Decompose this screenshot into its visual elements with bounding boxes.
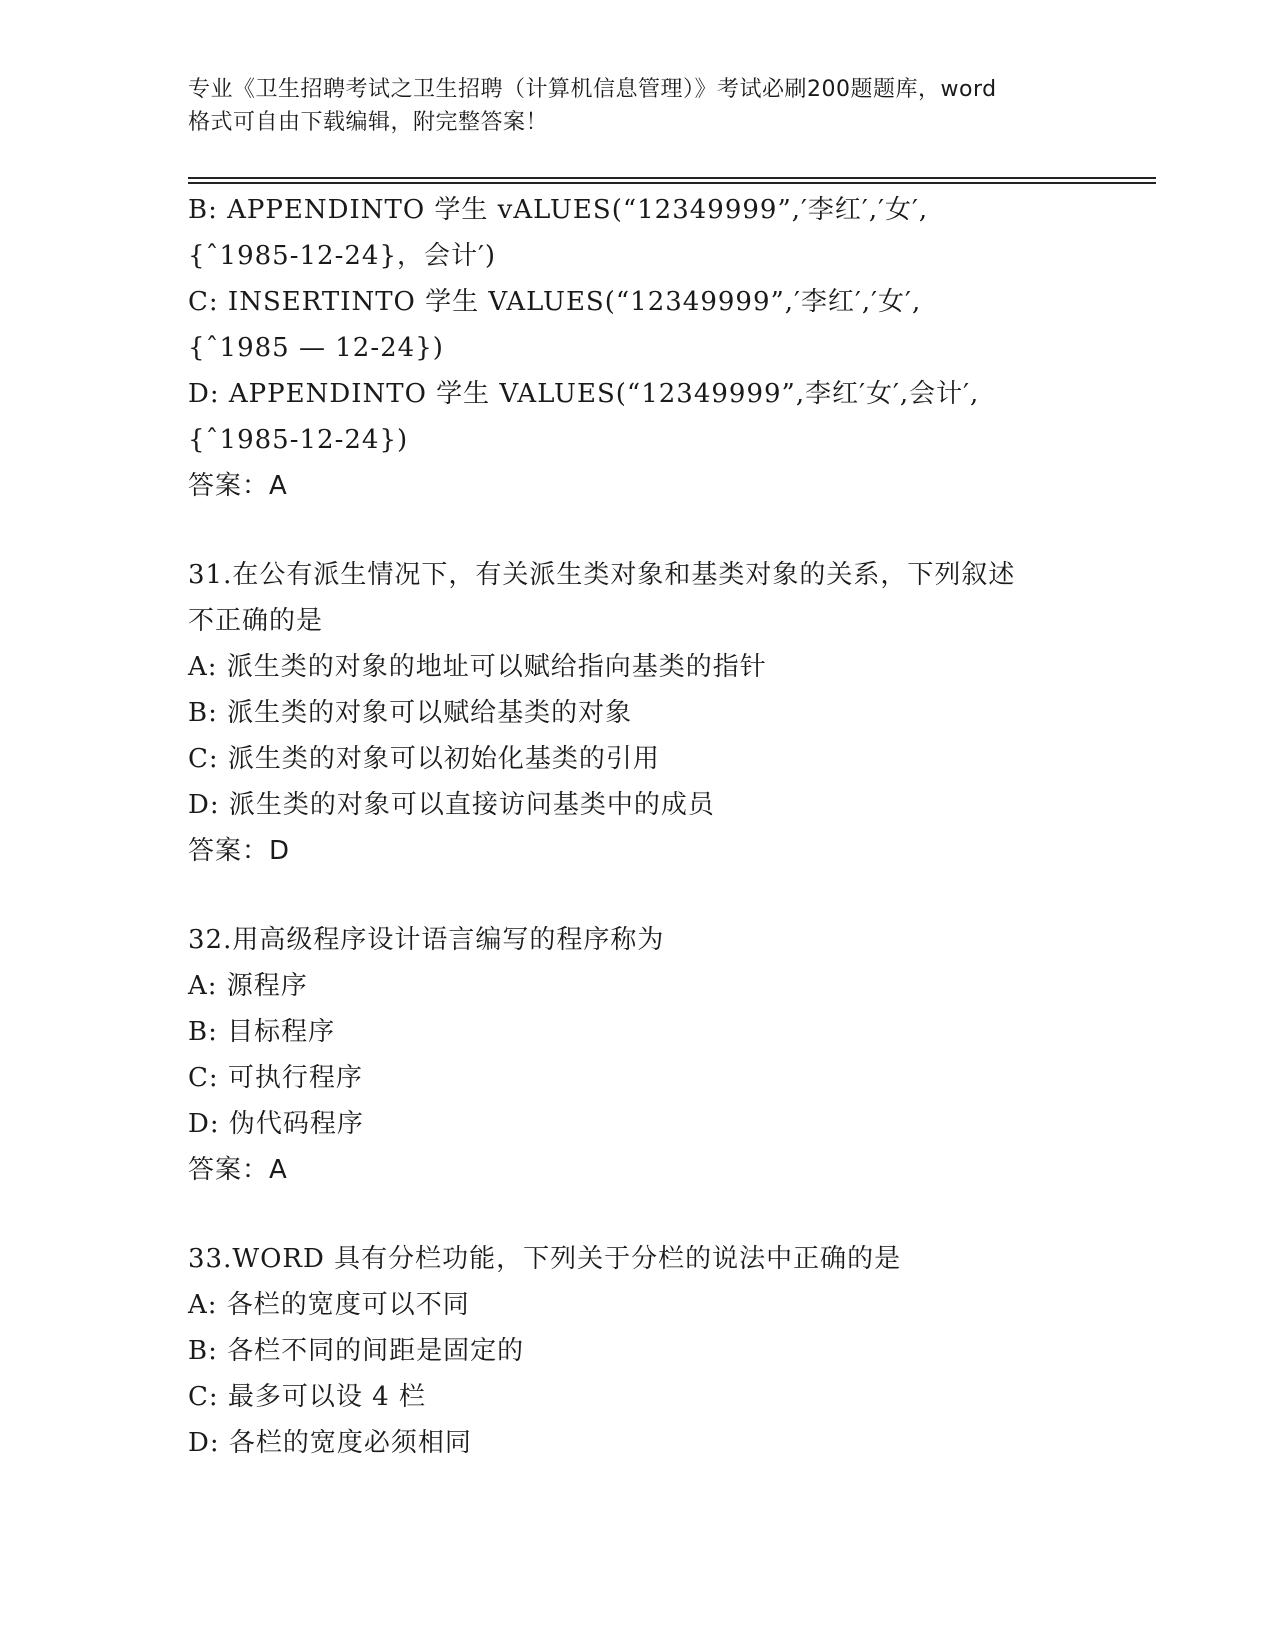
option-b: B: 派生类的对象可以赋给基类的对象	[188, 698, 633, 728]
answer-label: 答案：A	[188, 1155, 288, 1185]
spacer	[188, 1193, 1148, 1236]
option-line: C: INSERTINTO 学生 VALUES(“12349999”,′李红′,′女′,	[188, 287, 922, 317]
option-line: D: APPENDINTO 学生 VALUES(“12349999”,李红′女′,会计′,	[188, 379, 980, 409]
option-line: B: APPENDINTO 学生 vALUES(“12349999”,′李红′,′女′,	[188, 195, 929, 225]
option-line: {ˆ1985 — 12-24})	[188, 333, 444, 363]
option-a: A: 派生类的对象的地址可以赋给指向基类的指针	[188, 652, 767, 682]
answer-label: 答案：D	[188, 836, 291, 866]
page-header	[188, 73, 1108, 139]
option-line: {ˆ1985-12-24})	[188, 425, 409, 455]
spacer	[188, 509, 1148, 552]
question-stem: 33.WORD 具有分栏功能，下列关于分栏的说法中正确的是	[188, 1244, 902, 1274]
option-d: D: 伪代码程序	[188, 1109, 364, 1139]
question-30-continued	[188, 187, 1148, 509]
option-c: C: 最多可以设 4 栏	[188, 1382, 426, 1412]
header-divider-top	[188, 177, 1156, 179]
document-body	[188, 187, 1148, 1466]
header-title-line-1: 专业《卫生招聘考试之卫生招聘（计算机信息管理）》考试必刷200题题库，word	[188, 77, 997, 102]
question-stem: 32.用高级程序设计语言编写的程序称为	[188, 925, 665, 955]
option-c: C: 派生类的对象可以初始化基类的引用	[188, 744, 660, 774]
header-divider-bottom	[188, 182, 1156, 184]
option-d: D: 派生类的对象可以直接访问基类中的成员	[188, 790, 715, 820]
option-b: B: 各栏不同的间距是固定的	[188, 1336, 525, 1366]
option-c: C: 可执行程序	[188, 1063, 363, 1093]
option-b: B: 目标程序	[188, 1017, 336, 1047]
option-line: {ˆ1985-12-24}，会计′)	[188, 241, 497, 271]
question-33	[188, 1236, 1148, 1466]
question-stem-continued: 不正确的是	[188, 606, 324, 636]
question-31	[188, 552, 1148, 874]
option-a: A: 源程序	[188, 971, 308, 1001]
option-d: D: 各栏的宽度必须相同	[188, 1428, 472, 1458]
question-stem: 31.在公有派生情况下，有关派生类对象和基类对象的关系，下列叙述	[188, 560, 1016, 590]
answer-label: 答案：A	[188, 471, 288, 501]
question-32	[188, 917, 1148, 1193]
option-a: A: 各栏的宽度可以不同	[188, 1290, 470, 1320]
header-title-line-2: 格式可自由下载编辑，附完整答案！	[188, 110, 549, 135]
spacer	[188, 874, 1148, 917]
